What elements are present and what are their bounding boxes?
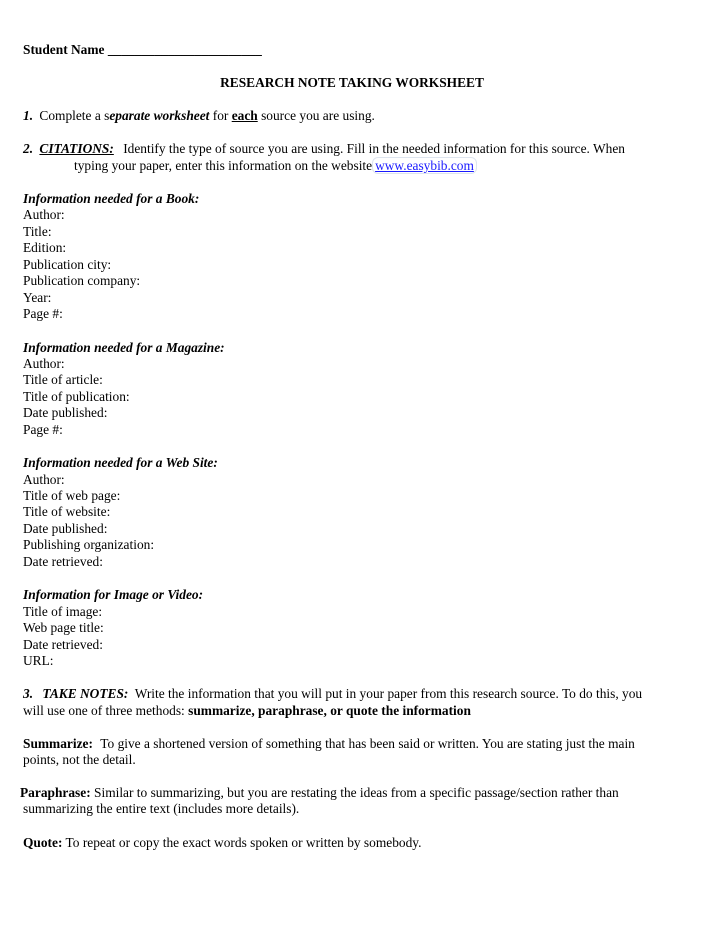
book-field: Year: [23,290,52,305]
magazine-field: Title of publication: [23,389,130,404]
take-notes-text-1: Write the information that you will put in your paper from this research source. To do this, you [134,686,643,701]
citations-text-2: typing your paper, enter this information on the website [74,158,373,173]
student-name-blank: _______________________ [107,42,262,57]
image-video-field: Date retrieved: [23,637,103,652]
summarize-text-1: To give a shortened version of something that has been said or written. You are stating just the main [100,736,635,751]
instruction-1-mid: for [209,108,232,123]
image-video-field: Web page title: [23,620,104,635]
website-field: Author: [23,472,65,487]
instruction-2-number: 2. [23,141,34,156]
book-field: Publication city: [23,257,112,272]
website-field: Date published: [23,521,108,536]
quote-text: To repeat or copy the exact words spoken or written by somebody. [65,835,422,850]
paraphrase-text-2: summarizing the entire text (includes more details). [23,801,300,816]
citations-heading: CITATIONS: [39,141,114,156]
instruction-2-line1 [23,141,625,158]
book-field: Edition: [23,240,67,255]
quote-line [23,835,421,852]
summarize-term: Summarize: [23,736,93,751]
instruction-1-emphasis: eparate worksheet [109,108,210,123]
book-field: Publication company: [23,273,141,288]
student-name-label: Student Name [23,42,105,57]
book-field: Page #: [23,306,63,321]
magazine-field: Page #: [23,422,63,437]
take-notes-methods: summarize, paraphrase, or quote the information [188,703,471,718]
instruction-2-line2 [74,158,477,175]
instruction-1-each: each [231,108,258,123]
quote-term: Quote: [23,835,63,850]
summarize-text-2: points, not the detail. [23,752,136,767]
magazine-field: Author: [23,356,65,371]
book-field: Author: [23,207,65,222]
instruction-3-number: 3. [23,686,34,701]
paraphrase-term: Paraphrase: [20,785,91,800]
instruction-3-line2 [23,703,471,720]
instruction-1 [23,108,375,125]
paraphrase-line1 [20,785,619,802]
student-name-line [23,42,262,59]
summarize-line1 [23,736,635,753]
instruction-1-post: source you are using. [257,108,375,123]
instruction-3-line1 [23,686,642,703]
book-field: Title: [23,224,52,239]
website-field: Publishing organization: [23,537,155,552]
image-video-field: Title of image: [23,604,103,619]
take-notes-heading: TAKE NOTES: [42,686,129,701]
website-field: Title of web page: [23,488,121,503]
paraphrase-text-1: Similar to summarizing, but you are restating the ideas from a specific passage/section rather than [94,785,619,800]
website-heading: Information needed for a Web Site: [23,455,218,470]
instruction-1-pre: Complete a s [39,108,110,123]
take-notes-text-2: will use one of three methods: [23,703,189,718]
website-field: Date retrieved: [23,554,103,569]
book-heading: Information needed for a Book: [23,191,200,206]
website-field: Title of website: [23,504,111,519]
instruction-1-number: 1. [23,108,34,123]
magazine-heading: Information needed for a Magazine: [23,340,225,355]
magazine-field: Title of article: [23,372,103,387]
magazine-field: Date published: [23,405,108,420]
easybib-link[interactable]: www.easybib.com [372,157,477,174]
image-video-heading: Information for Image or Video: [23,587,204,602]
citations-text-1: Identify the type of source you are using. Fill in the needed information for this source. When [123,141,625,156]
image-video-field: URL: [23,653,54,668]
worksheet-title: RESEARCH NOTE TAKING WORKSHEET [220,75,484,90]
